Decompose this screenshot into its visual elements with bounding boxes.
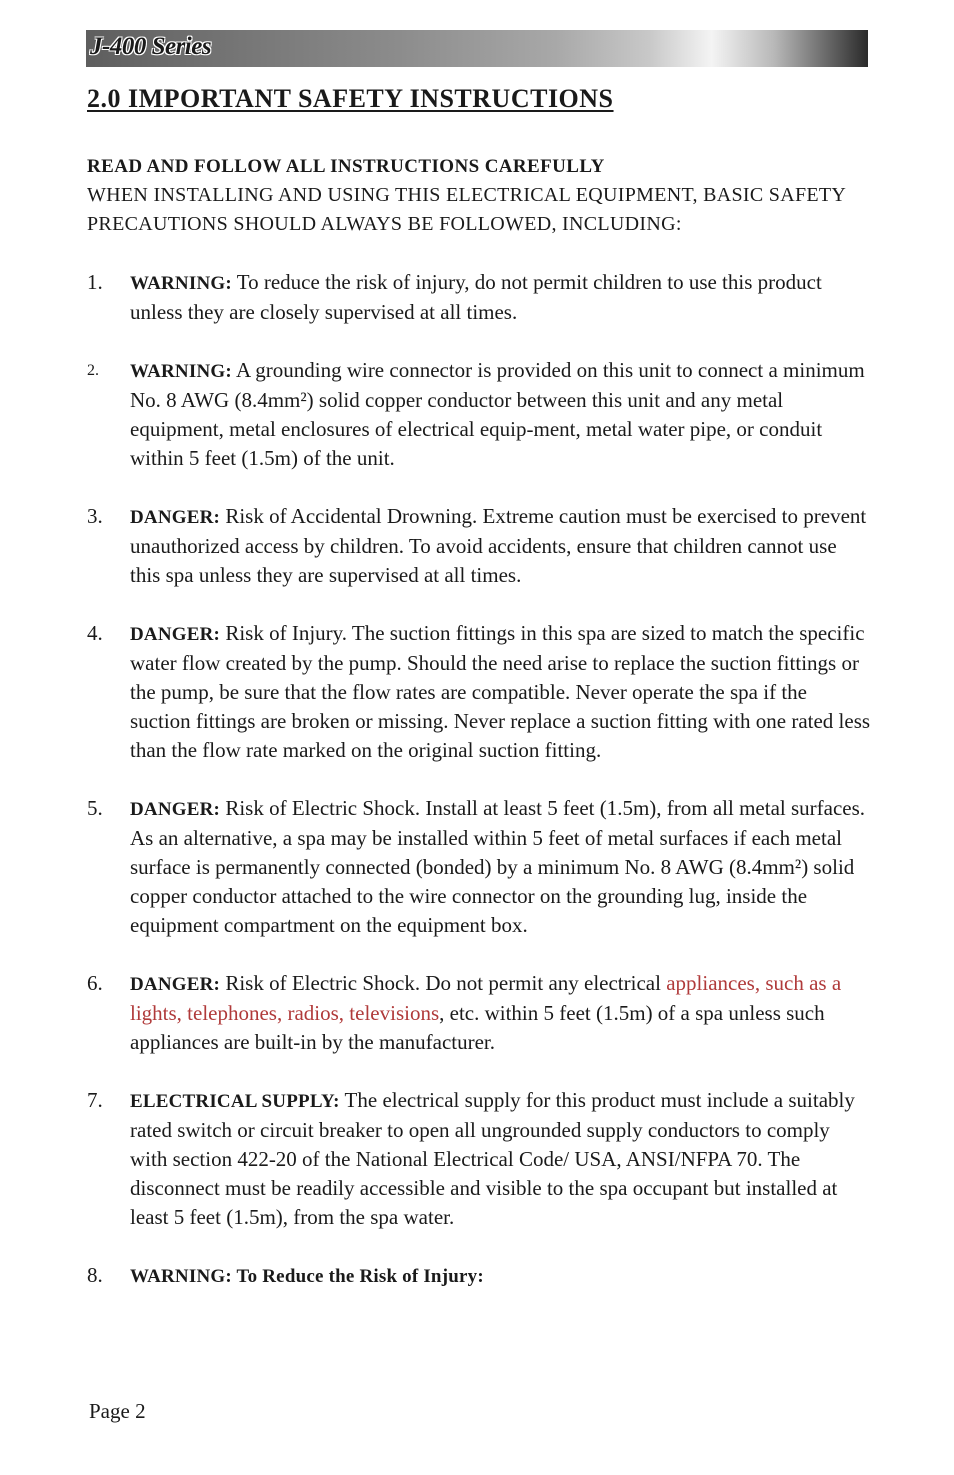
item-text: Risk of Accidental Drowning. Extreme caution must be exercised to prevent unauthorized access by children. To avoid accidents, ensure that children cannot use this spa unless they are supervised at all times. <box>130 504 867 587</box>
item-number: 6. <box>87 971 103 995</box>
list-item <box>87 969 872 1057</box>
document-body <box>87 152 872 1320</box>
item-number: 3. <box>87 504 103 528</box>
intro-paragraph: WHEN INSTALLING AND USING THIS ELECTRICAL EQUIPMENT, BASIC SAFETY PRECAUTIONS SHOULD ALWAYS BE FOLLOWED, INCLUDING: <box>87 184 846 235</box>
item-number: 7. <box>87 1088 103 1112</box>
highlighted-appliances-text: appliances, such as a lights, telephones, radios, televisions <box>130 971 842 1025</box>
item-number: 5. <box>87 796 103 820</box>
item-label: WARNING: <box>130 273 232 294</box>
item-label: WARNING: <box>130 361 232 382</box>
item-text: To reduce the risk of injury, do not permit children to use this product unless they are closely supervised at all times. <box>130 270 822 324</box>
list-item <box>87 268 872 327</box>
item-text: Risk of Injury. The suction fittings in this spa are sized to match the specific water flow created by the pump. Should the need arise to replace the suction fittings or the pump, be sure that the flow rates are compatible. Never operate the spa if the suction fittings are broken or missing. Never replace a suction fitting with one rated less than the flow rate marked on the original suction fitting. <box>130 621 871 762</box>
item-number: 2. <box>87 362 99 379</box>
item-text: A grounding wire connector is provided on this unit to connect a minimum No. 8 AWG (8.4mm²) solid copper conductor between this unit and any metal equipment, metal enclosures of electrical equip-ment, metal water pipe, or conduit within 5 feet (1.5m) of the unit. <box>130 358 865 470</box>
item-text: The electrical supply for this product must include a suitably rated switch or circuit breaker to open all ungrounded supply conductors to comply with section 422-20 of the National Electrical Code/ USA, ANSI/NFPA 70. The disconnect must be readily accessible and visible to the spa occupant but installed at least 5 feet (1.5m), from the spa water. <box>130 1088 855 1229</box>
list-item <box>87 1086 872 1232</box>
header-bar <box>86 30 868 67</box>
list-item <box>87 619 872 765</box>
item-number: 8. <box>87 1263 103 1287</box>
item-label: DANGER: <box>130 974 221 995</box>
item-text: , etc. within 5 feet (1.5m) of a spa unless such appliances are built-in by the manufacturer. <box>130 1001 825 1054</box>
list-item <box>87 794 872 940</box>
item-label: DANGER: <box>130 799 221 820</box>
read-heading: READ AND FOLLOW ALL INSTRUCTIONS CAREFULLY <box>87 156 605 177</box>
item-text: Risk of Electric Shock. Do not permit any electrical <box>220 971 667 995</box>
page-number: Page 2 <box>89 1399 146 1423</box>
item-label: ELECTRICAL SUPPLY: <box>130 1091 340 1112</box>
item-number: 1. <box>87 270 103 294</box>
series-title: J-400 Series <box>90 33 212 60</box>
list-item <box>87 502 872 590</box>
item-label: DANGER: <box>130 624 221 645</box>
item-label: DANGER: <box>130 507 221 528</box>
item-label: WARNING: To Reduce the Risk of Injury: <box>130 1266 484 1287</box>
list-item <box>87 1261 872 1291</box>
item-number: 4. <box>87 621 103 645</box>
item-text: Risk of Electric Shock. Install at least 5 feet (1.5m), from all metal surfaces. As an alternative, a spa may be installed within 5 feet of metal surfaces if each metal surface is permanently connected (bonded) by a minimum No. 8 AWG (8.4mm²) solid copper conductor attached to the wire connector on the grounding lug, inside the equipment compartment on the equipment box. <box>130 796 866 937</box>
list-item <box>87 356 872 473</box>
section-heading: 2.0 IMPORTANT SAFETY INSTRUCTIONS <box>87 84 614 113</box>
instruction-list <box>87 268 872 1291</box>
